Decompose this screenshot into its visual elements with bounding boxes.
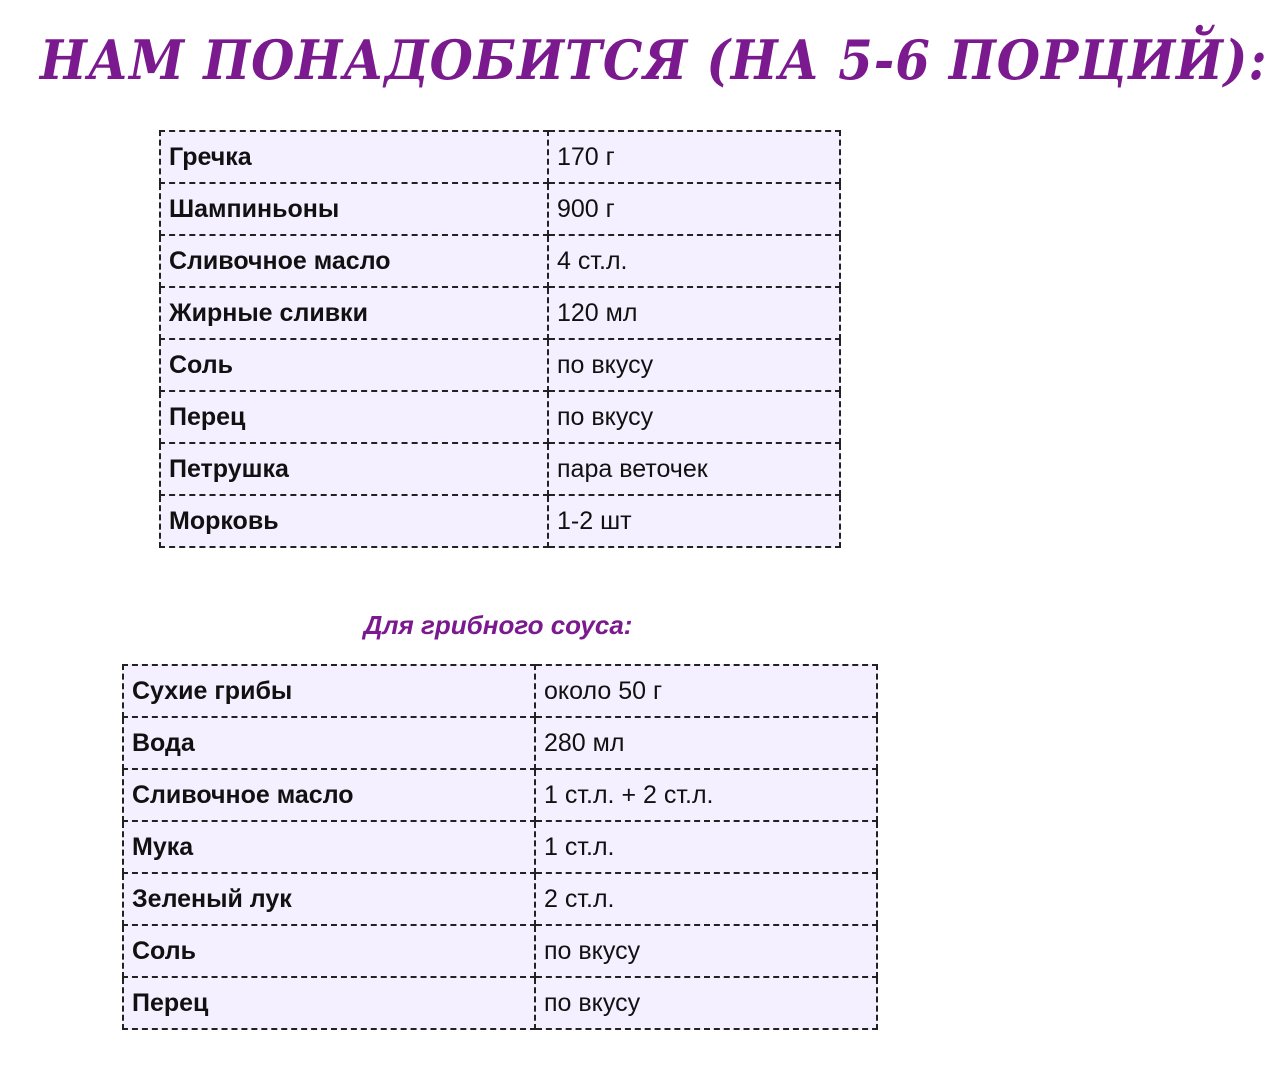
ingredient-amount: 1 ст.л. <box>535 821 877 873</box>
ingredient-amount: пара веточек <box>548 443 840 495</box>
page-title: НАМ ПОНАДОБИТСЯ (НА 5-6 ПОРЦИЙ): <box>39 28 1268 92</box>
ingredient-amount: 900 г <box>548 183 840 235</box>
ingredient-name: Мука <box>123 821 535 873</box>
ingredient-amount: 2 ст.л. <box>535 873 877 925</box>
ingredient-amount: по вкусу <box>548 391 840 443</box>
table-row <box>160 235 840 287</box>
ingredient-name: Сливочное масло <box>123 769 535 821</box>
table-row <box>123 873 877 925</box>
table-row <box>160 183 840 235</box>
ingredient-amount: около 50 г <box>535 665 877 717</box>
ingredient-amount: 170 г <box>548 131 840 183</box>
table-row <box>160 131 840 183</box>
sauce-ingredients-table <box>122 664 878 1030</box>
table-row <box>123 769 877 821</box>
ingredient-amount: 1-2 шт <box>548 495 840 547</box>
ingredient-name: Перец <box>160 391 548 443</box>
ingredient-name: Шампиньоны <box>160 183 548 235</box>
ingredient-name: Сливочное масло <box>160 235 548 287</box>
ingredient-name: Зеленый лук <box>123 873 535 925</box>
table-row <box>123 821 877 873</box>
table-row <box>123 977 877 1029</box>
table-row <box>123 925 877 977</box>
table-row <box>160 443 840 495</box>
ingredient-name: Жирные сливки <box>160 287 548 339</box>
table-row <box>160 287 840 339</box>
ingredient-name: Перец <box>123 977 535 1029</box>
sauce-heading: Для грибного соуса: <box>363 610 633 640</box>
ingredient-name: Петрушка <box>160 443 548 495</box>
ingredients-table <box>159 130 841 548</box>
ingredient-name: Соль <box>160 339 548 391</box>
ingredient-name: Сухие грибы <box>123 665 535 717</box>
ingredient-amount: по вкусу <box>548 339 840 391</box>
table-row <box>160 339 840 391</box>
ingredient-name: Морковь <box>160 495 548 547</box>
table-row <box>123 717 877 769</box>
ingredient-amount: 120 мл <box>548 287 840 339</box>
ingredient-amount: по вкусу <box>535 977 877 1029</box>
ingredient-amount: 4 ст.л. <box>548 235 840 287</box>
ingredient-name: Вода <box>123 717 535 769</box>
ingredient-name: Гречка <box>160 131 548 183</box>
ingredient-amount: 280 мл <box>535 717 877 769</box>
ingredient-amount: 1 ст.л. + 2 ст.л. <box>535 769 877 821</box>
table-row <box>160 495 840 547</box>
ingredient-amount: по вкусу <box>535 925 877 977</box>
ingredient-name: Соль <box>123 925 535 977</box>
table-row <box>160 391 840 443</box>
table-row <box>123 665 877 717</box>
